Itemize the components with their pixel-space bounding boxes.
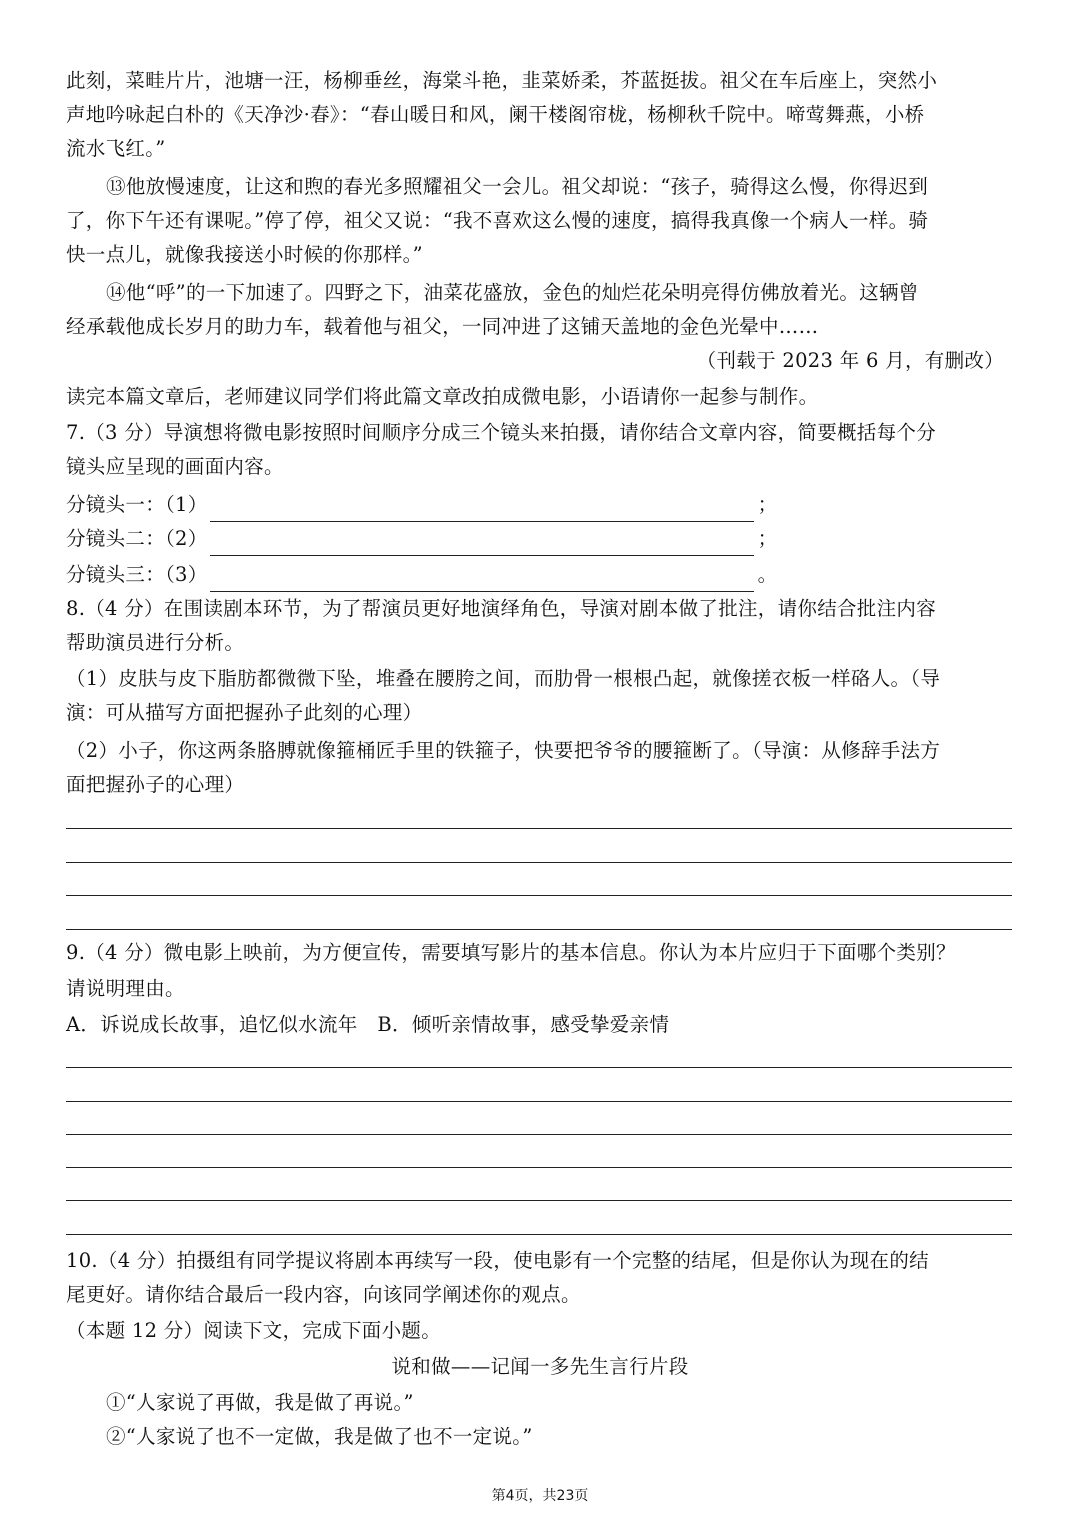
question-8-item-1: 演：可从描写方面把握孙子此刻的心理） [66,701,423,724]
shot-3-label: 分镜头三：（3） [66,563,208,586]
shot-3-row [66,558,1016,592]
story-line: 声地吟咏起白朴的《天净沙·春》：“春山暖日和风，阑干楼阁帘栊，杨柳秋千院中。啼莺舞燕，小桥 [66,103,925,126]
answer-line[interactable] [66,862,1012,863]
question-9-options: A．诉说成长故事，追忆似水流年 B．倾听亲情故事，感受挚爱亲情 [66,1013,670,1036]
article-title: 说和做——记闻一多先生言行片段 [391,1355,689,1378]
shot-1-row [66,488,1016,522]
article-paragraph-1: ①“人家说了再做，我是做了再说。” [106,1391,414,1414]
question-8-item-1: （1）皮肤与皮下脂肪都微微下坠，堆叠在腰胯之间，而肋骨一根根凸起，就像搓衣板一样硌人。（导 [66,667,941,690]
answer-line[interactable] [66,1101,1012,1102]
question-8-prompt: 帮助演员进行分析。 [66,631,245,654]
punctuation: ； [757,527,778,550]
shot-2-answer-blank[interactable] [210,529,754,556]
shot-1-label: 分镜头一：（1） [66,493,208,516]
answer-line[interactable] [66,1167,1012,1168]
question-9-prompt: 9.（4 分）微电影上映前，为方便宣传，需要填写影片的基本信息。你认为本片应归于下面哪个类别？ [66,941,956,964]
story-paragraph-13: ⑬他放慢速度，让这和煦的春光多照耀祖父一会儿。祖父却说：“孩子，骑得这么慢，你得迟到 [106,175,929,198]
story-line: 流水飞红。” [66,137,166,160]
question-10-prompt: 10.（4 分）拍摄组有同学提议将剧本再续写一段，使电影有一个完整的结尾，但是你认为现在的结 [66,1249,929,1272]
punctuation: ； [757,493,778,516]
question-7-prompt: 7.（3 分）导演想将微电影按照时间顺序分成三个镜头来拍摄，请你结合文章内容，简要概括每个分 [66,421,937,444]
shot-2-label: 分镜头二：（2） [66,527,208,550]
page-number: 第4页，共23页 [491,1488,589,1504]
question-7-prompt: 镜头应呈现的画面内容。 [66,455,284,478]
question-10-prompt: 尾更好。请你结合最后一段内容，向该同学阐述你的观点。 [66,1283,581,1306]
question-8-item-2: （2）小子，你这两条胳膊就像箍桶匠手里的铁箍子，快要把爷爷的腰箍断了。（导演：从修辞手法方 [66,739,941,762]
story-line: 快一点儿，就像我接送小时候的你那样。” [66,243,423,266]
shot-2-row [66,522,1016,556]
question-8-item-2: 面把握孙子的心理） [66,773,245,796]
story-paragraph-14: ⑭他“呼”的一下加速了。四野之下，油菜花盛放，金色的灿烂花朵明亮得仿佛放着光。这辆曾 [106,281,919,304]
shot-3-answer-blank[interactable] [210,565,754,592]
answer-line[interactable] [66,1134,1012,1135]
story-line: 此刻，菜畦片片，池塘一汪，杨柳垂丝，海棠斗艳，韭菜娇柔，芥蓝挺拔。祖父在车后座上，突然小 [66,69,938,92]
article-paragraph-2: ②“人家说了也不一定做，我是做了也不一定说。” [106,1425,533,1448]
answer-line[interactable] [66,1234,1012,1235]
punctuation: 。 [757,563,778,586]
question-9-prompt: 请说明理由。 [66,977,185,1000]
shot-1-answer-blank[interactable] [210,495,754,522]
section-intro: （本题 12 分）阅读下文，完成下面小题。 [66,1319,442,1342]
answer-line[interactable] [66,828,1012,829]
answer-line[interactable] [66,895,1012,896]
source-note: （刊载于 2023 年 6 月，有删改） [696,349,1004,372]
story-line: 经承载他成长岁月的助力车，载着他与祖父，一同冲进了这铺天盖地的金色光晕中…… [66,315,819,338]
answer-line[interactable] [66,1200,1012,1201]
answer-line[interactable] [66,929,1012,930]
task-intro: 读完本篇文章后，老师建议同学们将此篇文章改拍成微电影，小语请你一起参与制作。 [66,385,819,408]
answer-line[interactable] [66,1067,1012,1068]
question-8-prompt: 8.（4 分）在围读剧本环节，为了帮演员更好地演绎角色，导演对剧本做了批注，请你结合批注内容 [66,597,937,620]
story-line: 了，你下午还有课呢。”停了停，祖父又说：“我不喜欢这么慢的速度，搞得我真像一个病人一样。骑 [66,209,929,232]
